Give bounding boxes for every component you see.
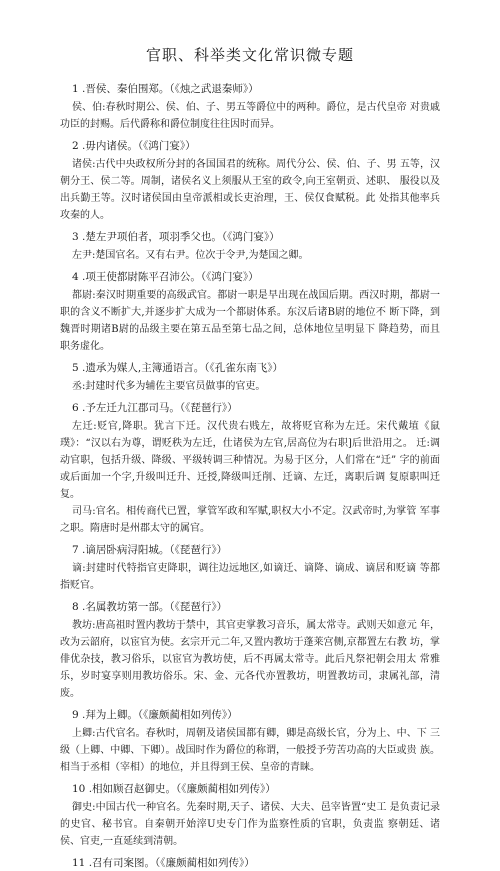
entry-paragraph: 都尉:秦汉时期重要的高级武官。都尉一职是早出现在战国后期。西汉时期，都尉一职的含义不断扩大,并逐步扩大成为一个都尉体系。东汉后诸B尉的地位不 断下降，到魏晋时期诸B尉的品级主要在第五品至第七品之间，总体地位呈明显下 降趋势，而且职务虚化。 bbox=[60, 290, 440, 352]
page-title: 官职、科举类文化常识微专题 bbox=[145, 46, 354, 64]
entry-item bbox=[60, 138, 440, 224]
entry-heading: 8 .名属教坊第一部。（《琵琶行》） bbox=[72, 601, 228, 613]
entry-paragraph: 司马:官名。相传商代已置，掌管军政和军赋,职权大小不定。汉武帝时,为掌管 军事之职。隋唐时是州郡太守的属官。 bbox=[60, 506, 440, 534]
entry-heading: 9 .拜为上卿。（《廉颇蔺相如列传》） bbox=[72, 709, 238, 721]
entry-heading: 1 .晋侯、秦伯围郑。（《烛之武退秦师》） bbox=[72, 83, 259, 95]
entry-paragraph: 御史:中国古代一种官名。先秦时期,天子、诸侯、大夫、邑宰皆置“史工 是负责记录的史官、秘书官。自秦朝开始滓U史专门作为监察性质的官职，负责监 察朝廷、诸侯、官吏,一直延续到清朝。 bbox=[60, 802, 440, 847]
entry-heading: 10 .相如顾召赵御史。（《廉颇蔺相如列传》） bbox=[72, 783, 276, 795]
entry-paragraph: 左尹:楚国官名。又有右尹。位次于令尹,为楚国之卿。 bbox=[72, 250, 309, 261]
entry-item bbox=[60, 269, 440, 355]
entry-item bbox=[60, 400, 440, 537]
entry-paragraph: 诸侯:古代中央政权所分封的各国国君的统称。周代分公、侯、伯、子、男 五等，汉朝分王、侯二等。周制，诸侯名义上须服从王室的政令,向王室朝贡、述职、 服役以及出兵勤王等。汉时诸侯国由皇帝派相或长吏治理，王、侯仅食赋税。此 处指其他率兵攻秦的人。 bbox=[60, 159, 440, 221]
entry-item bbox=[60, 707, 440, 776]
entry-heading: 3 .楚左尹项伯者，项羽季父也。（《鸿门宴》） bbox=[72, 231, 280, 243]
entry-item bbox=[60, 855, 440, 871]
entry-item bbox=[60, 599, 440, 702]
entry-heading: 2 .毋内诸侯。（《鸿门宴》） bbox=[72, 140, 196, 152]
entry-heading: 7 .谪居卧病浔阳城。（《琵琶行》） bbox=[72, 544, 228, 556]
entry-item bbox=[60, 360, 440, 395]
entry-heading: 5 .遗承为媒人,主簿通语言。（《孔雀东南飞》） bbox=[72, 362, 283, 374]
entry-paragraph: 左迁:贬官,降职。犹言下迁。汉代贵右贱左，故将贬官称为左迁。宋代戴埴《鼠璞》：“汉以右为尊，谓贬秩为左迁，仕诸侯为左官,居高位为右职]后世沿用之。 迁:调动官职，包括升级、降级、平级转调三种情况。为易于区分，人们常在“迁” 字的前面或后面加一个字,升级叫迁升、迁授,降级叫迁削、迁谪、左迁，离职后调 复原职叫迁复。 bbox=[60, 421, 440, 500]
entry-paragraph: 谪:封建时代特指官吏降职，调往边远地区,如谪迁、谪降、谪成、谪居和贬谪 等都指贬官。 bbox=[60, 563, 440, 591]
entry-heading: 6 .予左迁九江郡司马。（《琵琶行》） bbox=[72, 402, 238, 414]
entry-paragraph: 丞:封建时代多为辅佐主要官员做事的官吏。 bbox=[72, 381, 266, 392]
entry-list bbox=[60, 81, 440, 871]
entry-item bbox=[60, 229, 440, 264]
entry-item bbox=[60, 542, 440, 594]
entry-heading: 11 .召有司案图。（《廉颇蔺相如列传》） bbox=[72, 857, 255, 869]
entry-heading: 4 .项王使都尉陈平召沛公。（《鸿门宴》） bbox=[72, 271, 259, 283]
entry-item bbox=[60, 81, 440, 133]
entry-item bbox=[60, 781, 440, 850]
entry-paragraph: 上卿:古代官名。春秋时，周朝及诸侯国都有卿，卿是高级长官，分为上、中、下 三级（上卿、中卿、下卿）。战国时作为爵位的称谓，一般授予劳苦功高的大臣或贵 族。相当于丞相（宰相）的地位，并且得到王侯、皇帝的青睐。 bbox=[60, 728, 440, 773]
entry-paragraph: 教坊:唐高祖时置内教坊于禁中，其官吏掌教习音乐，属太常寺。武则天如意元 年，改为云韶府，以宦官为使。玄宗开元二年,又置内教坊于蓬莱宫侧,京都置左右教 坊，掌俳优杂技，教习俗乐，以宦官为教坊使，后不再属太常寺。此后凡祭祀朝会用太 常雅乐，岁时宴享则用教坊俗乐。宋、金、元各代亦置教坊，明置教坊司，隶属礼部，清废。 bbox=[60, 620, 440, 699]
entry-paragraph: 侯、伯:春秋时期公、侯、伯、子、男五等爵位中的两种。爵位，是古代皇帝 对贵戚功臣的封赐。后代爵称和爵位制度往往因时而异。 bbox=[60, 102, 440, 130]
